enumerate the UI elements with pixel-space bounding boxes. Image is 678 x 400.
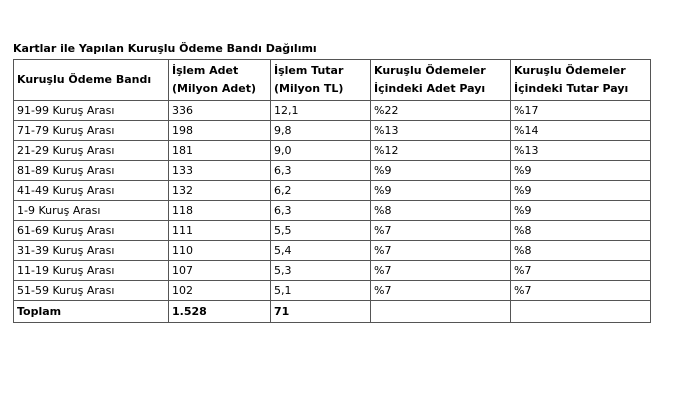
amount-share-cell: %7	[511, 281, 651, 301]
table-row	[14, 141, 651, 161]
count-cell: 181	[169, 141, 271, 161]
header-payment-band	[14, 60, 169, 101]
header-transaction-amount-line1: İşlem Tutar	[274, 64, 344, 77]
table-row	[14, 281, 651, 301]
count-cell: 336	[169, 101, 271, 121]
amount-share-cell: %8	[511, 221, 651, 241]
table-row	[14, 181, 651, 201]
amount-cell: 5,3	[271, 261, 371, 281]
count-share-cell: %12	[371, 141, 511, 161]
count-share-cell: %9	[371, 181, 511, 201]
band-cell: 81-89 Kuruş Arası	[14, 161, 169, 181]
header-payment-band-line1: Kuruşlu Ödeme Bandı	[17, 73, 152, 86]
total-band-cell: Toplam	[14, 301, 169, 323]
count-share-cell: %7	[371, 281, 511, 301]
header-transaction-count-line2: (Milyon Adet)	[172, 82, 257, 95]
band-cell: 1-9 Kuruş Arası	[14, 201, 169, 221]
header-amount-share-line2: İçindeki Tutar Payı	[514, 82, 629, 95]
band-cell: 51-59 Kuruş Arası	[14, 281, 169, 301]
amount-cell: 9,0	[271, 141, 371, 161]
amount-share-cell: %17	[511, 101, 651, 121]
amount-share-cell: %13	[511, 141, 651, 161]
payment-band-table	[13, 59, 651, 323]
table-caption: Kartlar ile Yapılan Kuruşlu Ödeme Bandı Dağılımı	[13, 42, 317, 55]
count-cell: 102	[169, 281, 271, 301]
band-cell: 71-79 Kuruş Arası	[14, 121, 169, 141]
amount-cell: 6,3	[271, 201, 371, 221]
count-cell: 133	[169, 161, 271, 181]
total-row	[14, 301, 651, 323]
header-count-share	[371, 60, 511, 101]
amount-share-cell: %9	[511, 161, 651, 181]
table-row	[14, 201, 651, 221]
amount-cell: 5,1	[271, 281, 371, 301]
amount-share-cell: %9	[511, 201, 651, 221]
count-share-cell: %7	[371, 261, 511, 281]
amount-cell: 6,3	[271, 161, 371, 181]
amount-cell: 12,1	[271, 101, 371, 121]
header-amount-share-line1: Kuruşlu Ödemeler	[514, 64, 626, 77]
count-share-cell: %9	[371, 161, 511, 181]
band-cell: 61-69 Kuruş Arası	[14, 221, 169, 241]
count-share-cell: %8	[371, 201, 511, 221]
table-body	[14, 101, 651, 323]
header-transaction-amount-line2: (Milyon TL)	[274, 82, 344, 95]
header-transaction-amount	[271, 60, 371, 101]
amount-share-cell: %8	[511, 241, 651, 261]
band-cell: 91-99 Kuruş Arası	[14, 101, 169, 121]
header-amount-share	[511, 60, 651, 101]
amount-cell: 5,4	[271, 241, 371, 261]
band-cell: 21-29 Kuruş Arası	[14, 141, 169, 161]
amount-cell: 5,5	[271, 221, 371, 241]
amount-cell: 6,2	[271, 181, 371, 201]
amount-share-cell: %14	[511, 121, 651, 141]
header-count-share-line2: İçindeki Adet Payı	[374, 82, 486, 95]
total-amount-cell: 71	[271, 301, 371, 323]
count-share-cell: %22	[371, 101, 511, 121]
header-row	[14, 60, 651, 101]
total-amount-share-cell	[511, 301, 651, 323]
amount-share-cell: %7	[511, 261, 651, 281]
count-cell: 107	[169, 261, 271, 281]
count-cell: 132	[169, 181, 271, 201]
count-share-cell: %13	[371, 121, 511, 141]
amount-share-cell: %9	[511, 181, 651, 201]
count-share-cell: %7	[371, 221, 511, 241]
count-cell: 110	[169, 241, 271, 261]
count-cell: 198	[169, 121, 271, 141]
table-row	[14, 241, 651, 261]
header-transaction-count	[169, 60, 271, 101]
total-count-share-cell	[371, 301, 511, 323]
table-row	[14, 101, 651, 121]
table-row	[14, 221, 651, 241]
amount-cell: 9,8	[271, 121, 371, 141]
count-cell: 118	[169, 201, 271, 221]
band-cell: 41-49 Kuruş Arası	[14, 181, 169, 201]
count-share-cell: %7	[371, 241, 511, 261]
header-count-share-line1: Kuruşlu Ödemeler	[374, 64, 486, 77]
table-row	[14, 121, 651, 141]
header-transaction-count-line1: İşlem Adet	[172, 64, 239, 77]
total-count-cell: 1.528	[169, 301, 271, 323]
band-cell: 31-39 Kuruş Arası	[14, 241, 169, 261]
table-row	[14, 261, 651, 281]
band-cell: 11-19 Kuruş Arası	[14, 261, 169, 281]
count-cell: 111	[169, 221, 271, 241]
table-row	[14, 161, 651, 181]
